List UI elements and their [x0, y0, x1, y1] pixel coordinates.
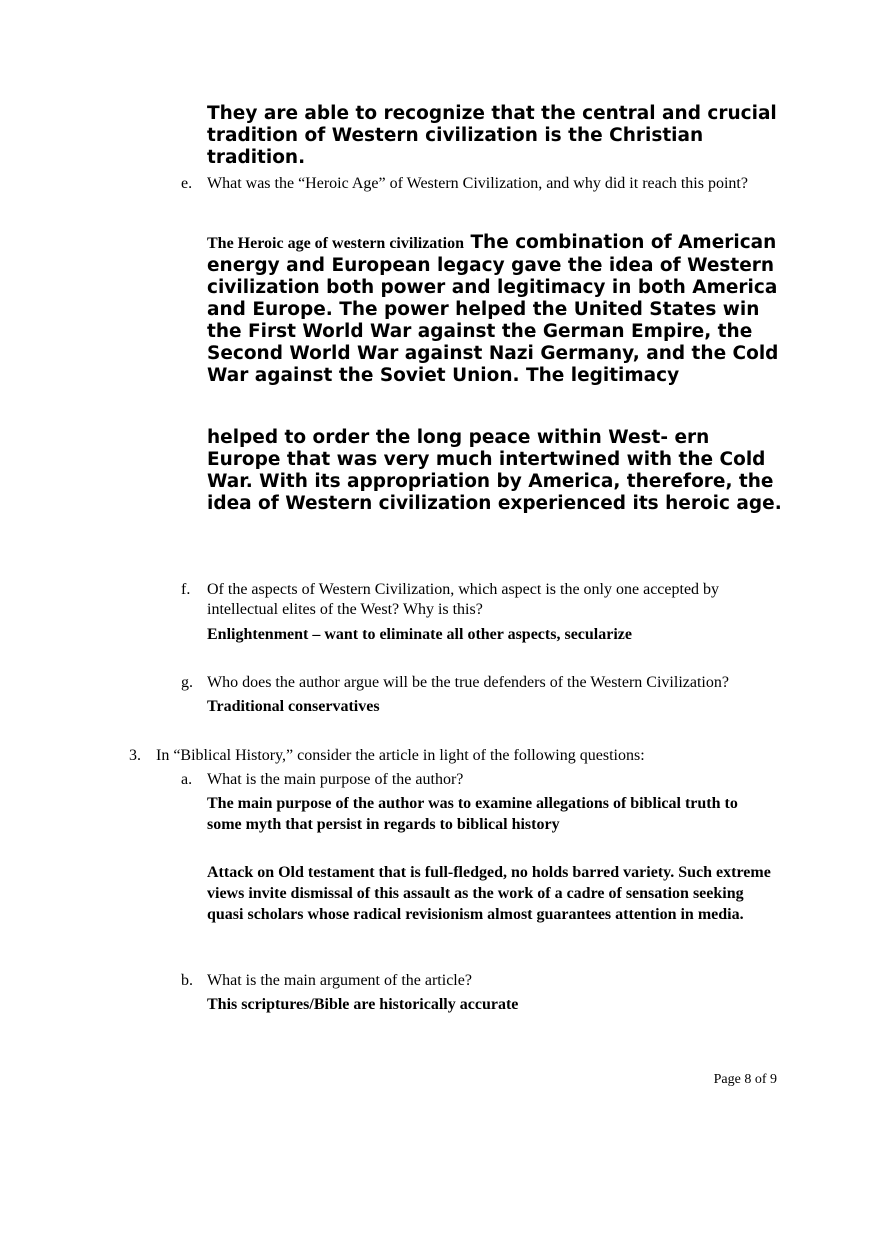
question-f-text: Of the aspects of Western Civilization, which aspect is the only one accepted by intellectual elites of the West? Why is this?	[207, 581, 720, 618]
question-b-marker: b.	[181, 972, 193, 989]
question-g-text: Who does the author argue will be the true defenders of the Western Civilization?	[207, 674, 729, 691]
question-a-answer-2: Attack on Old testament that is full-fledged, no holds barred variety. Such extreme views invite dismissal of this assault as the work of a cadre of sensation seeking quasi scholars whose radical revisionism almost guarantees attention in media.	[207, 864, 771, 923]
question-b-answer: This scriptures/Bible are historically accurate	[207, 996, 519, 1013]
question-g-marker: g.	[181, 674, 193, 691]
page-number: Page 8 of 9	[713, 1072, 777, 1087]
question-f-marker: f.	[181, 581, 191, 598]
section-3-marker: 3.	[129, 747, 141, 764]
question-a-text: What is the main purpose of the author?	[207, 771, 464, 788]
question-e-marker: e.	[181, 175, 193, 192]
question-e-answer-part1	[207, 232, 782, 387]
answer-d-text: They are able to recognize that the central and crucial tradition of Western civilization is the Christian tradition.	[207, 103, 777, 168]
question-g-answer: Traditional conservatives	[207, 698, 380, 715]
section-3-text: In “Biblical History,” consider the article in light of the following questions:	[156, 747, 645, 764]
question-e-answer-body: The combination of American energy and European legacy gave the idea of Western civilization both power and legitimacy in both America and Europe. The power helped the United States win the First World War against the German Empire, the Second World War against Nazi Germany, and the Cold War against the Soviet Union. The legitimacy	[207, 232, 779, 386]
question-a-answer-1: The main purpose of the author was to examine allegations of biblical truth to some myth that persist in regards to biblical history	[207, 795, 738, 833]
question-a-marker: a.	[181, 771, 193, 788]
question-b-text: What is the main argument of the article?	[207, 972, 472, 989]
question-e-answer-part2: helped to order the long peace within West- ern Europe that was very much intertwined with the Cold War. With its appropriation by America, therefore, the idea of Western civilization experienced its heroic age.	[207, 427, 782, 514]
question-f-answer: Enlightenment – want to eliminate all other aspects, secularize	[207, 626, 632, 643]
question-e-text: What was the “Heroic Age” of Western Civilization, and why did it reach this point?	[207, 175, 748, 192]
question-e-answer-lead: The Heroic age of western civilization	[207, 235, 464, 252]
